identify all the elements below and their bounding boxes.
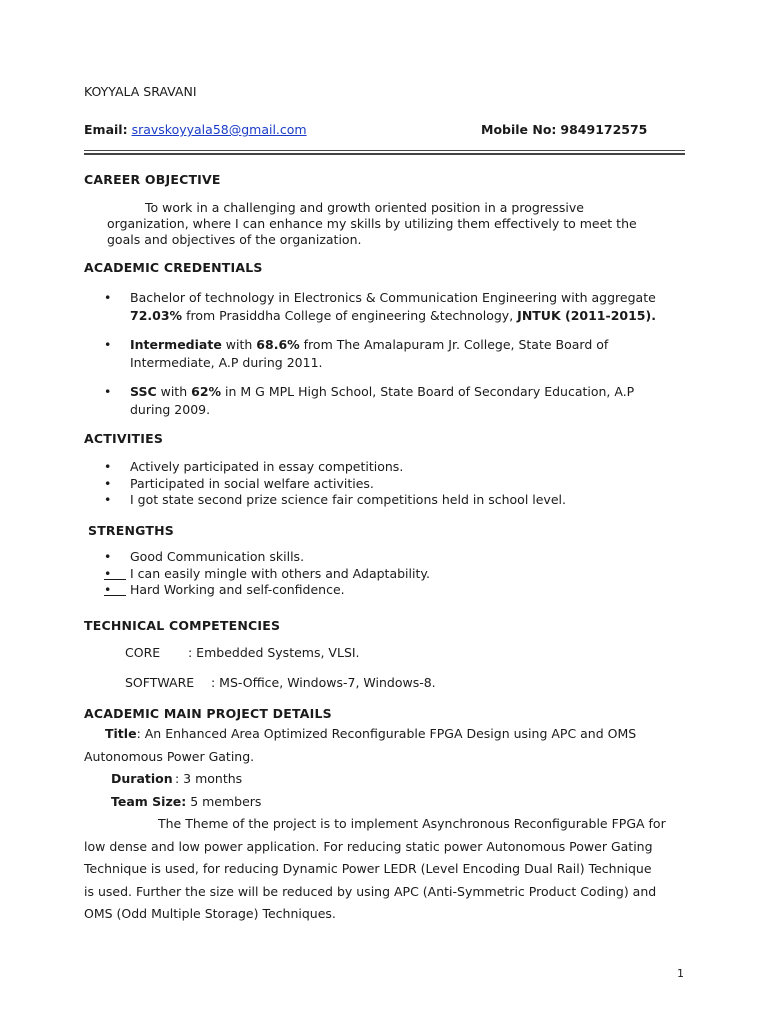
project-details <box>84 723 694 926</box>
project-title-line-2: Autonomous Power Gating. <box>84 748 255 764</box>
email-row <box>84 122 307 137</box>
btech-college: from Prasiddha College of engineering &technology, <box>186 308 514 323</box>
bullet-underline <box>104 579 126 580</box>
page-number: 1 <box>677 967 684 980</box>
academic-item-intermediate <box>104 336 656 372</box>
career-line-3: goals and objectives of the organization. <box>107 232 362 247</box>
project-desc-line-1: The Theme of the project is to implement Asynchronous Reconfigurable FPGA for <box>158 816 666 831</box>
ssc-with: with <box>160 384 188 399</box>
intermediate-line-2: Intermediate, A.P during 2011. <box>130 355 323 370</box>
team-size-label: Team Size: <box>111 793 187 809</box>
academic-heading: ACADEMIC CREDENTIALS <box>84 260 263 275</box>
ssc-label: SSC <box>130 384 157 399</box>
ssc-percentage: 62% <box>191 384 222 399</box>
project-heading: ACADEMIC MAIN PROJECT DETAILS <box>84 706 332 721</box>
activities-list <box>104 459 566 509</box>
project-desc-line-5: OMS (Odd Multiple Storage) Techniques. <box>84 906 336 921</box>
core-label: CORE <box>125 645 161 660</box>
project-desc-line-3: Technique is used, for reducing Dynamic Power LEDR (Level Encoding Dual Rail) Technique <box>84 861 652 876</box>
list-item: • Actively participated in essay competitions. <box>104 459 566 476</box>
list-item: • Good Communication skills. <box>104 549 430 566</box>
btech-line-1: • Bachelor of technology in Electronics & Communication Engineering with aggregate <box>130 290 656 305</box>
academic-item-ssc <box>104 383 656 419</box>
project-team-line <box>84 791 694 814</box>
activities-heading: ACTIVITIES <box>84 431 164 446</box>
strengths-list <box>104 549 430 599</box>
candidate-name: KOYYALA SRAVANI <box>84 84 197 99</box>
strength-text: I can easily mingle with others and Adaptability. <box>130 565 430 581</box>
list-item: • I got state second prize science fair competitions held in school level. <box>104 492 566 509</box>
strength-text: Hard Working and self-confidence. <box>130 582 345 597</box>
project-title-line <box>84 723 694 746</box>
career-objective-heading: CAREER OBJECTIVE <box>84 172 221 187</box>
technical-heading: TECHNICAL COMPETENCIES <box>84 618 281 633</box>
list-item: • Participated in social welfare activities. <box>104 476 566 493</box>
project-title-label: Title <box>105 726 137 741</box>
mobile-row <box>481 122 647 137</box>
duration-value: : 3 months <box>175 771 243 786</box>
intermediate-with: with <box>225 337 253 352</box>
academic-list <box>104 289 656 419</box>
strengths-heading: STRENGTHS <box>88 523 174 538</box>
header-divider-thin <box>84 150 685 151</box>
duration-label: Duration <box>111 771 173 786</box>
ssc-line-2: during 2009. <box>130 402 211 417</box>
career-line-2: organization, where I can enhance my skills by utilizing them effectively to meet the <box>107 216 637 231</box>
intermediate-line-1 <box>130 336 656 354</box>
mobile-number: 9849172575 <box>560 122 648 137</box>
btech-university: JNTUK (2011-2015). <box>517 308 656 323</box>
intermediate-percentage: 68.6% <box>256 337 300 352</box>
intermediate-label: Intermediate <box>130 337 222 352</box>
software-label: SOFTWARE <box>125 675 195 690</box>
software-value: : MS-Office, Windows-7, Windows-8. <box>211 675 436 690</box>
bullet-underline <box>104 595 126 596</box>
btech-line-2 <box>130 307 656 325</box>
email-link[interactable]: sravskoyyala58@gmail.com <box>131 122 307 137</box>
ssc-school: in M G MPL High School, State Board of Secondary Education, A.P <box>225 384 635 399</box>
career-objective-text <box>107 200 637 248</box>
project-desc-line-4: is used. Further the size will be reduced by using APC (Anti-Symmetric Product Coding) and <box>84 883 657 899</box>
list-item <box>104 582 430 599</box>
academic-item-btech <box>104 289 656 325</box>
list-item <box>104 566 430 583</box>
project-title-value: : An Enhanced Area Optimized Reconfigurable FPGA Design using APC and OMS <box>136 726 637 741</box>
core-value: : Embedded Systems, VLSI. <box>188 645 360 660</box>
intermediate-college: from The Amalapuram Jr. College, State Board of <box>303 337 609 352</box>
header-divider-thick <box>84 153 685 155</box>
email-label: Email: <box>84 122 128 137</box>
project-duration-line <box>84 768 694 791</box>
ssc-line-1 <box>130 383 656 401</box>
team-size-value: 5 members <box>190 793 262 809</box>
btech-percentage: 72.03% <box>130 308 183 323</box>
mobile-label: Mobile No: <box>481 122 557 137</box>
project-desc-line-2: low dense and low power application. For reducing static power Autonomous Power Gating <box>84 838 653 854</box>
career-line-1: To work in a challenging and growth oriented position in a progressive <box>145 200 584 215</box>
